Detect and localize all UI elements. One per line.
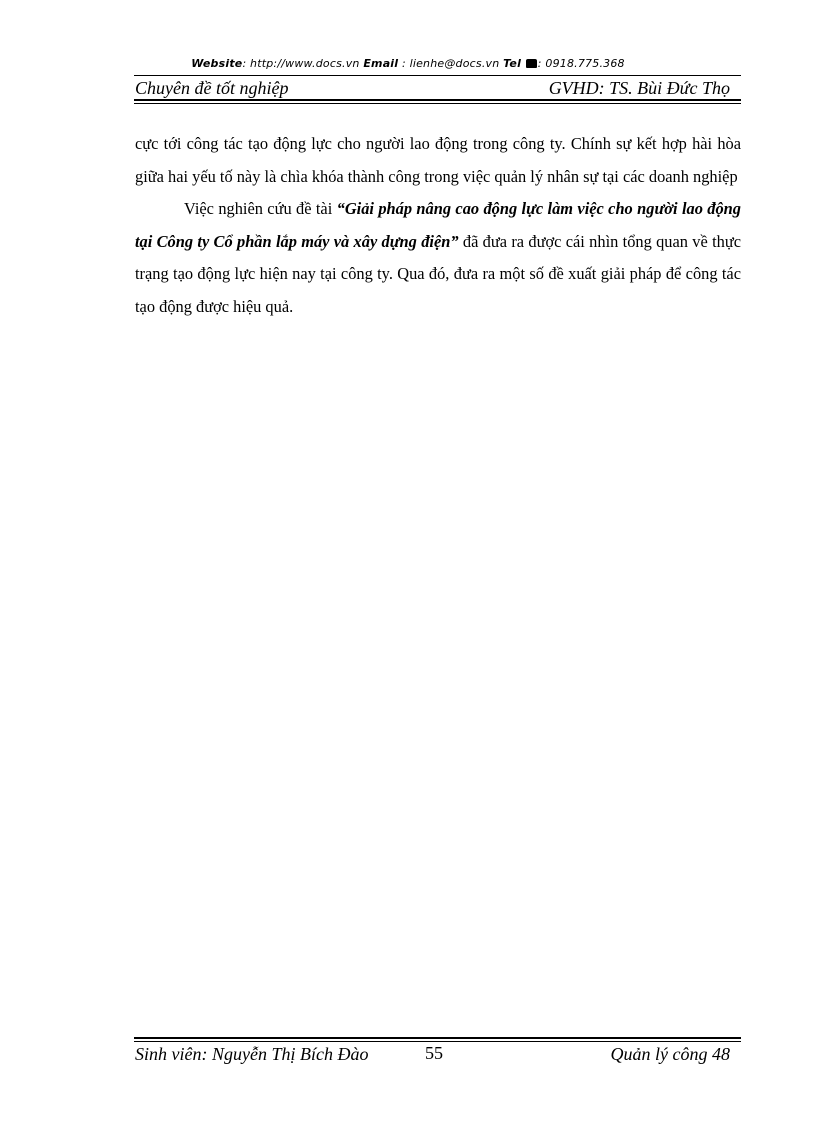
- footer-divider-thick: [134, 1037, 741, 1039]
- website-value: : http://www.docs.vn: [242, 57, 360, 70]
- tel-label: Tel: [503, 57, 522, 70]
- website-label: Website: [191, 57, 243, 70]
- phone-icon: [526, 59, 537, 68]
- header-divider-thin: [134, 103, 741, 104]
- footer-student-name: Sinh viên: Nguyễn Thị Bích Đào: [135, 1044, 369, 1064]
- header-divider-thick: [134, 99, 741, 101]
- footer-class: Quản lý công 48: [610, 1044, 730, 1064]
- footer-divider-thin: [134, 1041, 741, 1042]
- tel-value: : 0918.775.368: [537, 57, 625, 70]
- header-supervisor: GVHD: TS. Bùi Đức Thọ: [548, 78, 730, 98]
- website-contact-line: [0, 57, 816, 70]
- paragraph-2-prefix: Việc nghiên cứu đề tài: [184, 199, 337, 218]
- thesis-title: “Giải pháp nâng cao động lực làm việc cho người lao động tại Công ty Cổ phần lắp máy và xây dựng điện”: [135, 199, 741, 251]
- header-document-type: Chuyên đề tốt nghiệp: [135, 78, 289, 98]
- page-number: 55: [425, 1043, 443, 1063]
- header-divider-top: [134, 75, 741, 76]
- email-value: : lienhe@docs.vn: [401, 57, 500, 70]
- page-body: [135, 128, 741, 323]
- paragraph-2-suffix: đã đưa ra được cái nhìn tổng quan về thực trạng tạo động lực hiện nay tại công ty. Qua đó, đưa ra một số đề xuất giải pháp để công tác tạo động được hiệu quả.: [135, 231, 741, 316]
- paragraph-1: cực tới công tác tạo động lực cho người lao động trong công ty. Chính sự kết hợp hài hòa giữa hai yếu tố này là chìa khóa thành công trong việc quản lý nhân sự tại các doanh nghiệp: [135, 134, 741, 186]
- paragraph-2: [135, 193, 741, 323]
- email-label: Email: [363, 57, 399, 70]
